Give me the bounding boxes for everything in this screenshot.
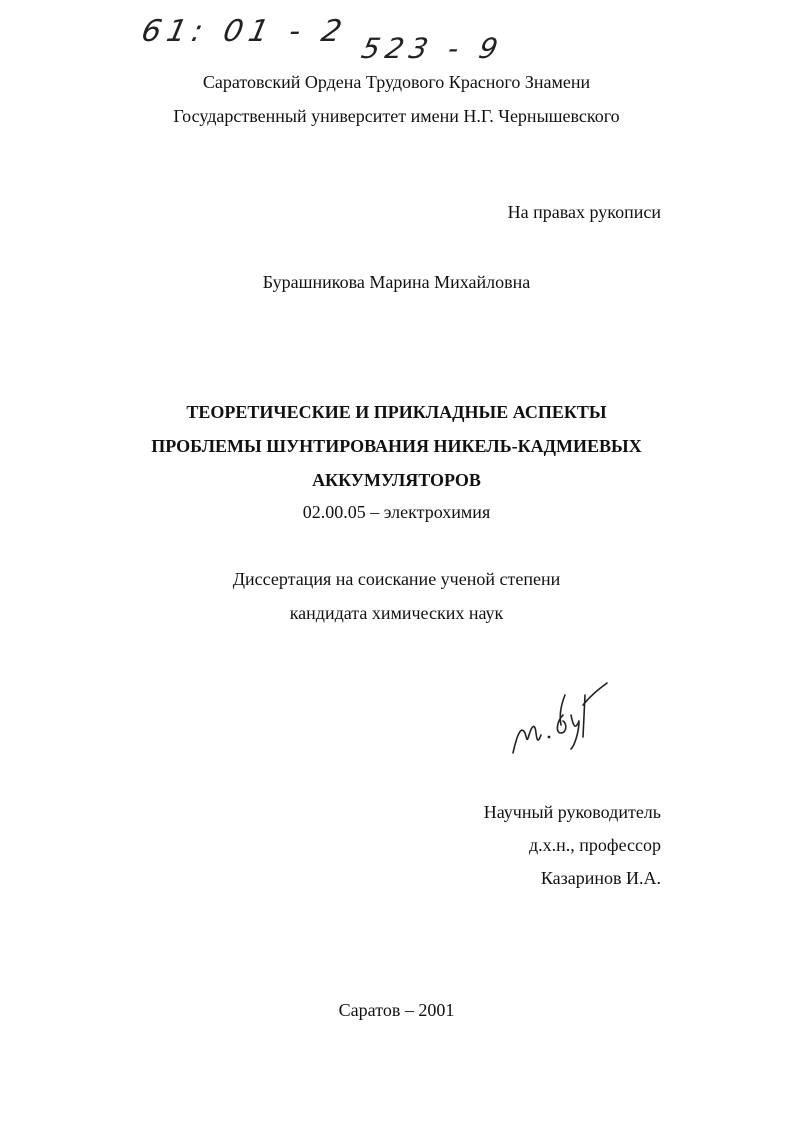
author-name: Бурашникова Марина Михайловна <box>262 272 531 292</box>
supervisor-rank: д.х.н., профессор <box>528 835 661 855</box>
place-year: Саратов – 2001 <box>338 1000 455 1020</box>
supervisor-role: Научный руководитель <box>483 802 661 822</box>
supervisor-name: Казаринов И.А. <box>540 868 661 888</box>
rights-note: На правах рукописи <box>507 202 661 222</box>
author-signature <box>505 675 615 765</box>
title-line3: АККУМУЛЯТОРОВ <box>312 470 481 490</box>
degree-line2: кандидата химических наук <box>289 603 504 623</box>
handwritten-archive-code-right: 523 - 9 <box>358 32 507 65</box>
org-name-line1: Саратовский Ордена Трудового Красного Знамени <box>202 72 591 92</box>
org-name-line2: Государственный университет имени Н.Г. Чернышевского <box>173 106 620 126</box>
title-line2: ПРОБЛЕМЫ ШУНТИРОВАНИЯ НИКЕЛЬ-КАДМИЕВЫХ <box>151 436 642 456</box>
handwritten-archive-code-left: 61: 01 - 2 <box>138 14 351 49</box>
title-line1: ТЕОРЕТИЧЕСКИЕ И ПРИКЛАДНЫЕ АСПЕКТЫ <box>186 402 607 422</box>
specialty: 02.00.05 – электрохимия <box>302 502 491 522</box>
degree-line1: Диссертация на соискание ученой степени <box>232 569 561 589</box>
